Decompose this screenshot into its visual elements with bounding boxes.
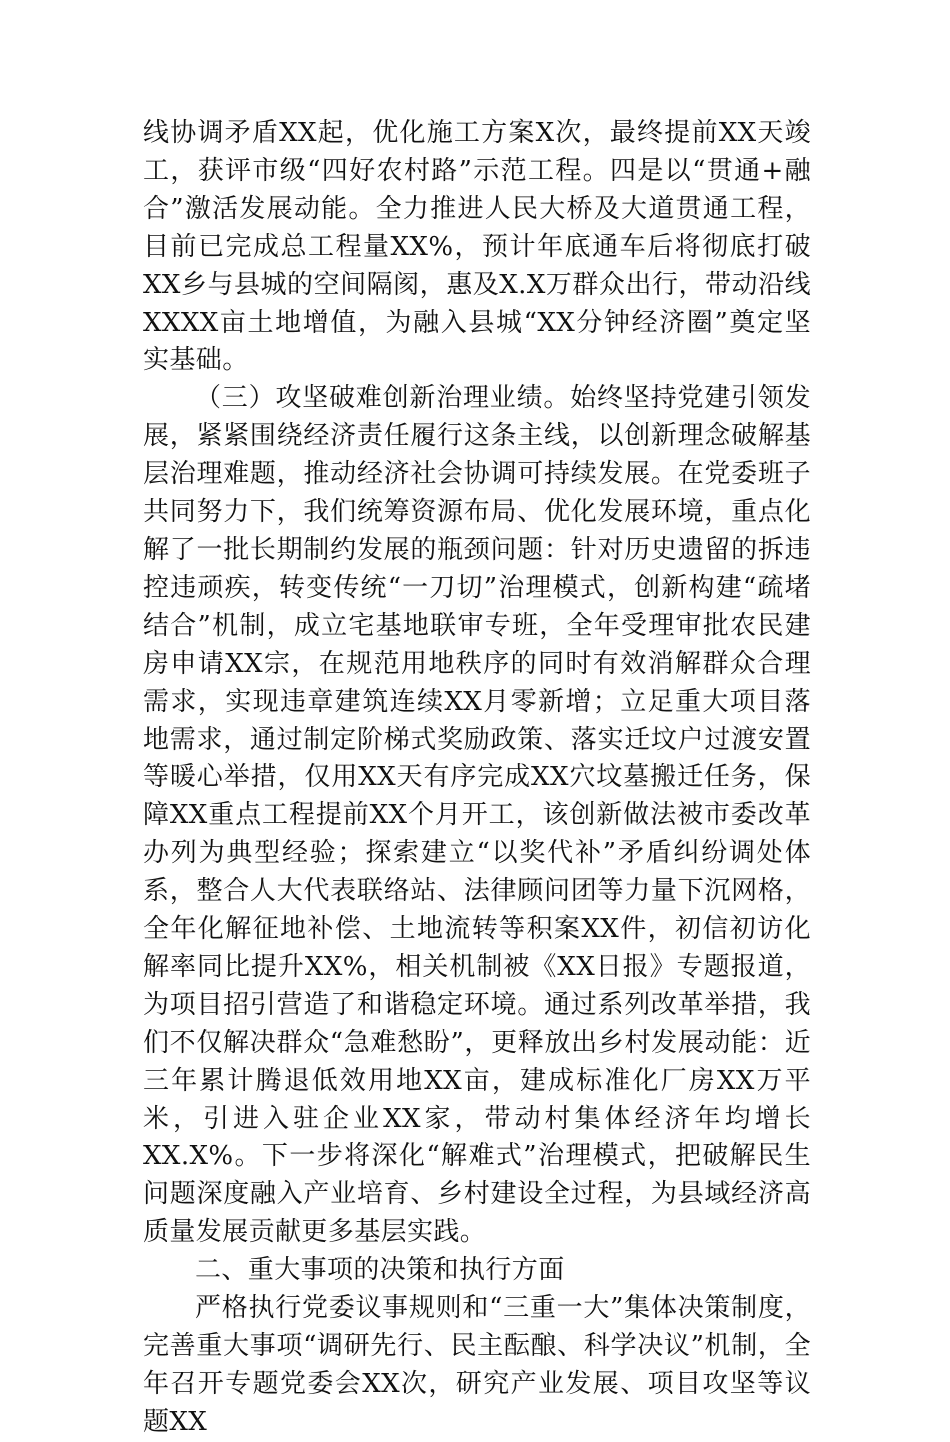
document-body xyxy=(143,115,811,1442)
section-heading: 二、重大事项的决策和执行方面 xyxy=(195,1255,565,1286)
paragraph-continuation: 线协调矛盾XX起，优化施工方案X次，最终提前XX天竣工，获评市级“四好农村路”示范工程。四是以“贯通+融合”激活发展动能。全力推进人民大桥及大道贯通工程，目前已完成总工程量XX%，预计年底通车后将彻底打破XX乡与县城的空间隔阂，惠及X.X万群众出行，带动沿线XXXX亩土地增值，为融入县城“XX分钟经济圈”奠定坚实基础。 xyxy=(143,118,811,376)
paragraph-governance: （三）攻坚破难创新治理业绩。始终坚持党建引领发展，紧紧围绕经济责任履行这条主线，以创新理念破解基层治理难题，推动经济社会协调可持续发展。在党委班子共同努力下，我们统筹资源布局、优化发展环境，重点化解了一批长期制约发展的瓶颈问题：针对历史遗留的拆违控违顽疾，转变传统“一刀切”治理模式，创新构建“疏堵结合”机制，成立宅基地联审专班，全年受理审批农民建房申请XX宗，在规范用地秩序的同时有效消解群众合理需求，实现违章建筑连续XX月零新增；立足重大项目落地需求，通过制定阶梯式奖励政策、落实迁坟户过渡安置等暖心举措，仅用XX天有序完成XX穴坟墓搬迁任务，保障XX重点工程提前XX个月开工，该创新做法被市委改革办列为典型经验；探索建立“以奖代补”矛盾纠纷调处体系，整合人大代表联络站、法律顾问团等力量下沉网格，全年化解征地补偿、土地流转等积案XX件，初信初访化解率同比提升XX%，相关机制被《XX日报》专题报道，为项目招引营造了和谐稳定环境。通过系列改革举措，我们不仅解决群众“急难愁盼”，更释放出乡村发展动能：近三年累计腾退低效用地XX亩，建成标准化厂房XX万平米，引进入驻企业XX家，带动村集体经济年均增长XX.X%。下一步将深化“解难式”治理模式，把破解民生问题深度融入产业培育、乡村建设全过程，为县域经济高质量发展贡献更多基层实践。 xyxy=(143,383,811,1248)
paragraph-decision-making: 严格执行党委议事规则和“三重一大”集体决策制度，完善重大事项“调研先行、民主酝酿、科学决议”机制，全年召开专题党委会XX次，研究产业发展、项目攻坚等议题XX xyxy=(143,1293,811,1437)
